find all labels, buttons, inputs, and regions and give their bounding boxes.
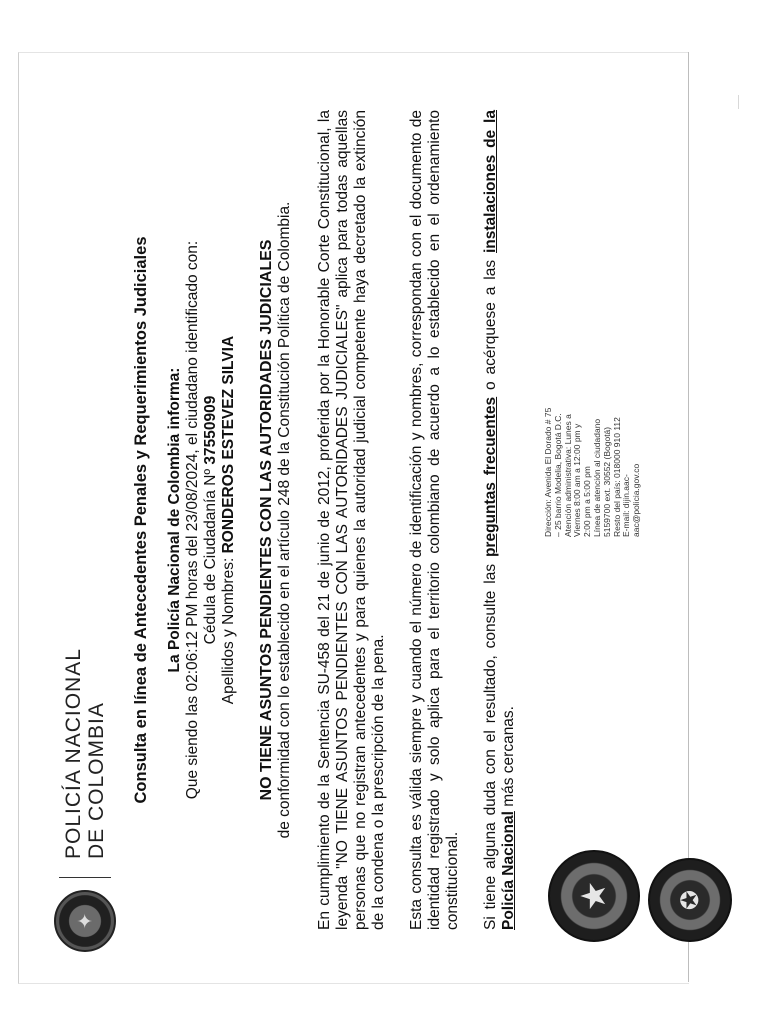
scan-edge-line: [688, 52, 689, 982]
time-prefix: Que siendo las: [184, 691, 201, 800]
address-line: 2:00 pm a 5:00 pm: [582, 466, 593, 537]
document-footer: [538, 82, 704, 952]
address-line: 5159700 ext. 30552 (Bogotá): [601, 426, 612, 537]
address-line: Atención administrativa: Lunes a: [562, 414, 573, 537]
query-time-line: [184, 110, 202, 930]
address-line: Viernes 8:00 am a 12:00 pm y: [572, 423, 583, 537]
faq-link[interactable]: preguntas frecuentes: [482, 396, 499, 558]
query-time: 02:06:12 PM: [184, 603, 201, 692]
paragraph-validity: Esta consulta es válida siempre y cuando el número de identificación y nombres, correspondan con el documento de identidad registrado y solo aplica para el territorio colombiano de acuerdo a lo establecido en el ordenamiento constitucional.: [408, 110, 461, 930]
informa-heading: La Policía Nacional de Colombia informa:: [166, 367, 183, 673]
help-prefix: Si tiene alguna duda con el resultado, consulte las: [482, 557, 499, 930]
logo-text: [62, 648, 108, 859]
time-suffix: , el ciudadano identificado con:: [184, 240, 201, 454]
names-label: Apellidos y Nombres:: [220, 553, 237, 705]
status-heading: NO TIENE ASUNTOS PENDIENTES CON LAS AUTORIDADES JUDICIALES: [258, 239, 275, 801]
dijin-seal-icon: ★: [548, 850, 640, 942]
cedula-line: [202, 110, 220, 930]
scan-speck: [738, 95, 739, 109]
status-subtitle: de conformidad con lo establecido en el artículo 248 de la Constitución Política de Colombia.: [276, 201, 293, 839]
logo-divider: [59, 877, 111, 878]
names-value: RONDEROS ESTEVEZ SILVIA: [220, 335, 237, 554]
query-date: 23/08/2024: [184, 453, 201, 532]
address-line: Resto del país: 018000 910 112: [611, 417, 622, 537]
police-facilities-link[interactable]: instalaciones de la Policía Nacional: [482, 110, 517, 930]
policia-colombia-seal-icon: ✪: [648, 858, 732, 942]
names-line: [220, 110, 238, 930]
address-line: E-mail: dijin.aac-: [621, 474, 632, 537]
paragraph-help: [482, 110, 518, 930]
header-logo: [50, 648, 120, 952]
document-title: Consulta en línea de Antecedentes Penales y Requerimientos Judiciales: [132, 236, 150, 804]
address-line: Línea de atención al ciudadano: [591, 418, 602, 537]
paragraph-sentence: En cumplimiento de la Sentencia SU-458 del 21 de junio de 2012, proferida por la Honorable Corte Constitucional, la leyenda "NO TIENE ASUNTOS PENDIENTES CON LAS AUTORIDADES JUDICIALES" aplica para todas aquellas personas que no registran antecedentes y para quienes la autoridad judicial competente haya decretado la extinción de la condena o la prescripción de la pena.: [316, 110, 387, 930]
address-line: – 25 barrio Modelia, Bogotá D.C.: [552, 413, 563, 537]
rotated-document: [18, 52, 704, 982]
help-mid: o acérquese a las: [482, 253, 499, 397]
contact-address: [544, 317, 642, 537]
cedula-label: Cédula de Ciudadanía Nº: [202, 464, 219, 645]
logo-text-line2: DE COLOMBIA: [85, 702, 108, 859]
time-mid: horas del: [184, 531, 201, 604]
police-emblem-icon: ✦: [54, 890, 116, 952]
help-suffix: más cercanas.: [500, 706, 517, 812]
address-line: Dirección: Avenida El Dorado # 75: [543, 407, 553, 537]
logo-text-line1: POLICÍA NACIONAL: [62, 648, 85, 859]
document-body: [126, 110, 518, 930]
address-line: aac@policia.gov.co: [631, 463, 642, 537]
cedula-number: 37550909: [202, 395, 219, 465]
